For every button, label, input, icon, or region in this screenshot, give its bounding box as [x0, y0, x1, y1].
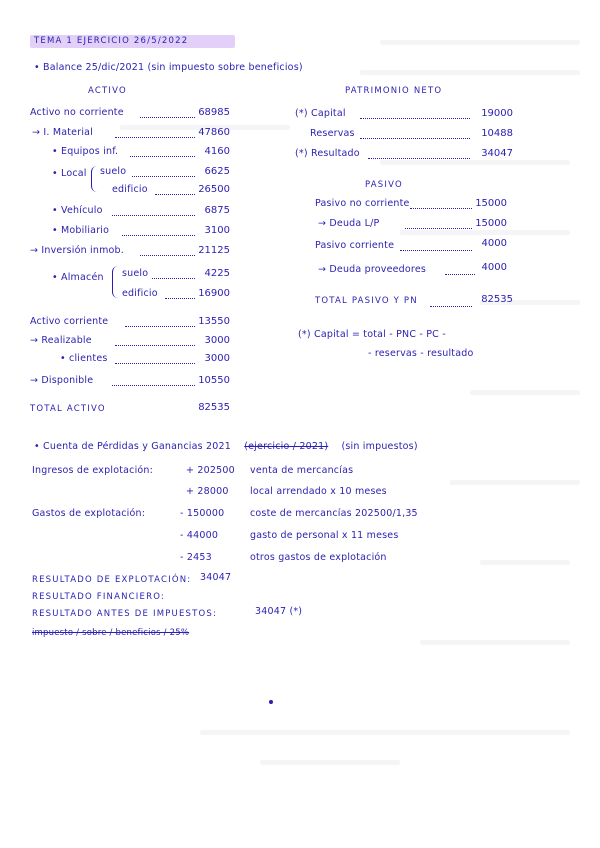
i-material-label: → I. Material	[32, 127, 94, 138]
vehiculo-value: 6875	[204, 205, 230, 216]
total-pasivo-pn-label: TOTAL PASIVO Y PN	[315, 296, 418, 306]
capital-note-line2: - reservas - resultado	[368, 348, 474, 359]
clientes-label: • clientes	[60, 353, 108, 364]
dots	[368, 158, 470, 159]
ingreso-arrendamiento-amount: + 28000	[186, 486, 229, 497]
deuda-lp-value: 15000	[475, 218, 507, 229]
activo-corriente-label: Activo corriente	[30, 316, 109, 327]
dots	[155, 194, 195, 195]
dots	[115, 137, 195, 138]
res-explotacion-value: 34047	[200, 572, 232, 583]
deuda-proveedores-value: 4000	[481, 262, 507, 273]
capital-value: 19000	[481, 108, 513, 119]
dots	[125, 326, 195, 327]
resultado-value: 34047	[481, 148, 513, 159]
vehiculo-label: • Vehículo	[52, 205, 103, 216]
ingreso-venta-amount: + 202500	[186, 465, 235, 476]
activo-no-corriente-label: Activo no corriente	[30, 107, 124, 118]
dots	[400, 250, 472, 251]
ingreso-arrendamiento-desc: local arrendado x 10 meses	[250, 486, 387, 497]
reservas-value: 10488	[481, 128, 513, 139]
pyg-heading-tail: (sin impuestos)	[341, 441, 418, 452]
total-pasivo-pn-value: 82535	[481, 294, 513, 305]
gasto-personal-desc: gasto de personal x 11 meses	[250, 530, 399, 541]
ingresos-label: Ingresos de explotación:	[32, 465, 154, 476]
page-title: TEMA 1 EJERCICIO 26/5/2022	[34, 36, 189, 46]
pn-title: PATRIMONIO NETO	[345, 86, 443, 96]
capital-label: (*) Capital	[295, 108, 346, 119]
disponible-label: → Disponible	[30, 375, 94, 386]
almacen-edificio-label: edificio	[122, 288, 158, 299]
pasivo-no-corriente-value: 15000	[475, 198, 507, 209]
dots	[140, 117, 195, 118]
equipos-value: 4160	[204, 146, 230, 157]
mobiliario-label: • Mobiliario	[52, 225, 110, 236]
activo-no-corriente-value: 68985	[198, 107, 230, 118]
balance-heading: • Balance 25/dic/2021 (sin impuesto sobre beneficios)	[34, 62, 303, 73]
disponible-value: 10550	[198, 375, 230, 386]
res-explotacion-label: RESULTADO DE EXPLOTACIÓN:	[32, 575, 192, 585]
realizable-value: 3000	[204, 335, 230, 346]
deuda-proveedores-label: → Deuda proveedores	[318, 264, 427, 275]
res-antes-value: 34047 (*)	[255, 606, 303, 617]
capital-note-line1: (*) Capital = total - PNC - PC -	[298, 329, 446, 340]
gasto-otros-amount: - 2453	[180, 552, 212, 563]
activo-title: ACTIVO	[88, 86, 127, 96]
total-activo-label: TOTAL ACTIVO	[30, 404, 106, 414]
local-suelo-label: suelo	[100, 166, 127, 177]
gastos-label: Gastos de explotación:	[32, 508, 146, 519]
gasto-mercancias-amount: - 150000	[180, 508, 225, 519]
total-activo-value: 82535	[198, 402, 230, 413]
res-financiero-label: RESULTADO FINANCIERO:	[32, 592, 165, 602]
local-suelo-value: 6625	[204, 166, 230, 177]
local-label: • Local	[52, 168, 87, 179]
resultado-label: (*) Resultado	[295, 148, 360, 159]
almacen-brace	[112, 266, 119, 298]
gasto-personal-amount: - 44000	[180, 530, 219, 541]
dots	[115, 345, 195, 346]
pyg-heading-text: • Cuenta de Pérdidas y Ganancias 2021	[34, 441, 231, 452]
pyg-heading-struck: (ejercicio / 2021)	[244, 441, 329, 452]
inversion-inmob-value: 21125	[198, 245, 230, 256]
dots	[152, 278, 195, 279]
dots	[130, 156, 195, 157]
dots	[122, 235, 195, 236]
inversion-inmob-label: → Inversión inmob.	[30, 245, 124, 256]
gasto-mercancias-desc: coste de mercancías 202500/1,35	[250, 508, 418, 519]
dots	[360, 118, 470, 119]
dots	[112, 215, 195, 216]
dots	[360, 138, 470, 139]
almacen-suelo-label: suelo	[122, 268, 149, 279]
almacen-label: • Almacén	[52, 272, 104, 283]
pyg-heading	[34, 441, 418, 452]
impuesto-struck-line: impuesto / sobre / beneficios / 25%	[32, 628, 190, 638]
local-brace	[91, 166, 98, 192]
almacen-suelo-value: 4225	[204, 268, 230, 279]
ingreso-venta-desc: venta de mercancías	[250, 465, 354, 476]
gasto-otros-desc: otros gastos de explotación	[250, 552, 387, 563]
local-edificio-label: edificio	[112, 184, 148, 195]
equipos-label: • Equipos inf.	[52, 146, 119, 157]
dots	[140, 255, 195, 256]
activo-corriente-value: 13550	[198, 316, 230, 327]
almacen-edificio-value: 16900	[198, 288, 230, 299]
dots	[115, 363, 195, 364]
local-edificio-value: 26500	[198, 184, 230, 195]
reservas-label: Reservas	[310, 128, 355, 139]
stray-dot	[269, 700, 273, 704]
res-antes-label: RESULTADO ANTES DE IMPUESTOS:	[32, 609, 218, 619]
dots	[112, 385, 195, 386]
deuda-lp-label: → Deuda L/P	[318, 218, 380, 229]
realizable-label: → Realizable	[30, 335, 92, 346]
i-material-value: 47860	[198, 127, 230, 138]
clientes-value: 3000	[204, 353, 230, 364]
pasivo-corriente-label: Pasivo corriente	[315, 240, 395, 251]
pasivo-no-corriente-label: Pasivo no corriente	[315, 198, 410, 209]
dots	[445, 274, 475, 275]
dots	[430, 306, 472, 307]
mobiliario-value: 3100	[204, 225, 230, 236]
pasivo-corriente-value: 4000	[481, 238, 507, 249]
dots	[132, 176, 195, 177]
pasivo-title: PASIVO	[365, 180, 403, 190]
